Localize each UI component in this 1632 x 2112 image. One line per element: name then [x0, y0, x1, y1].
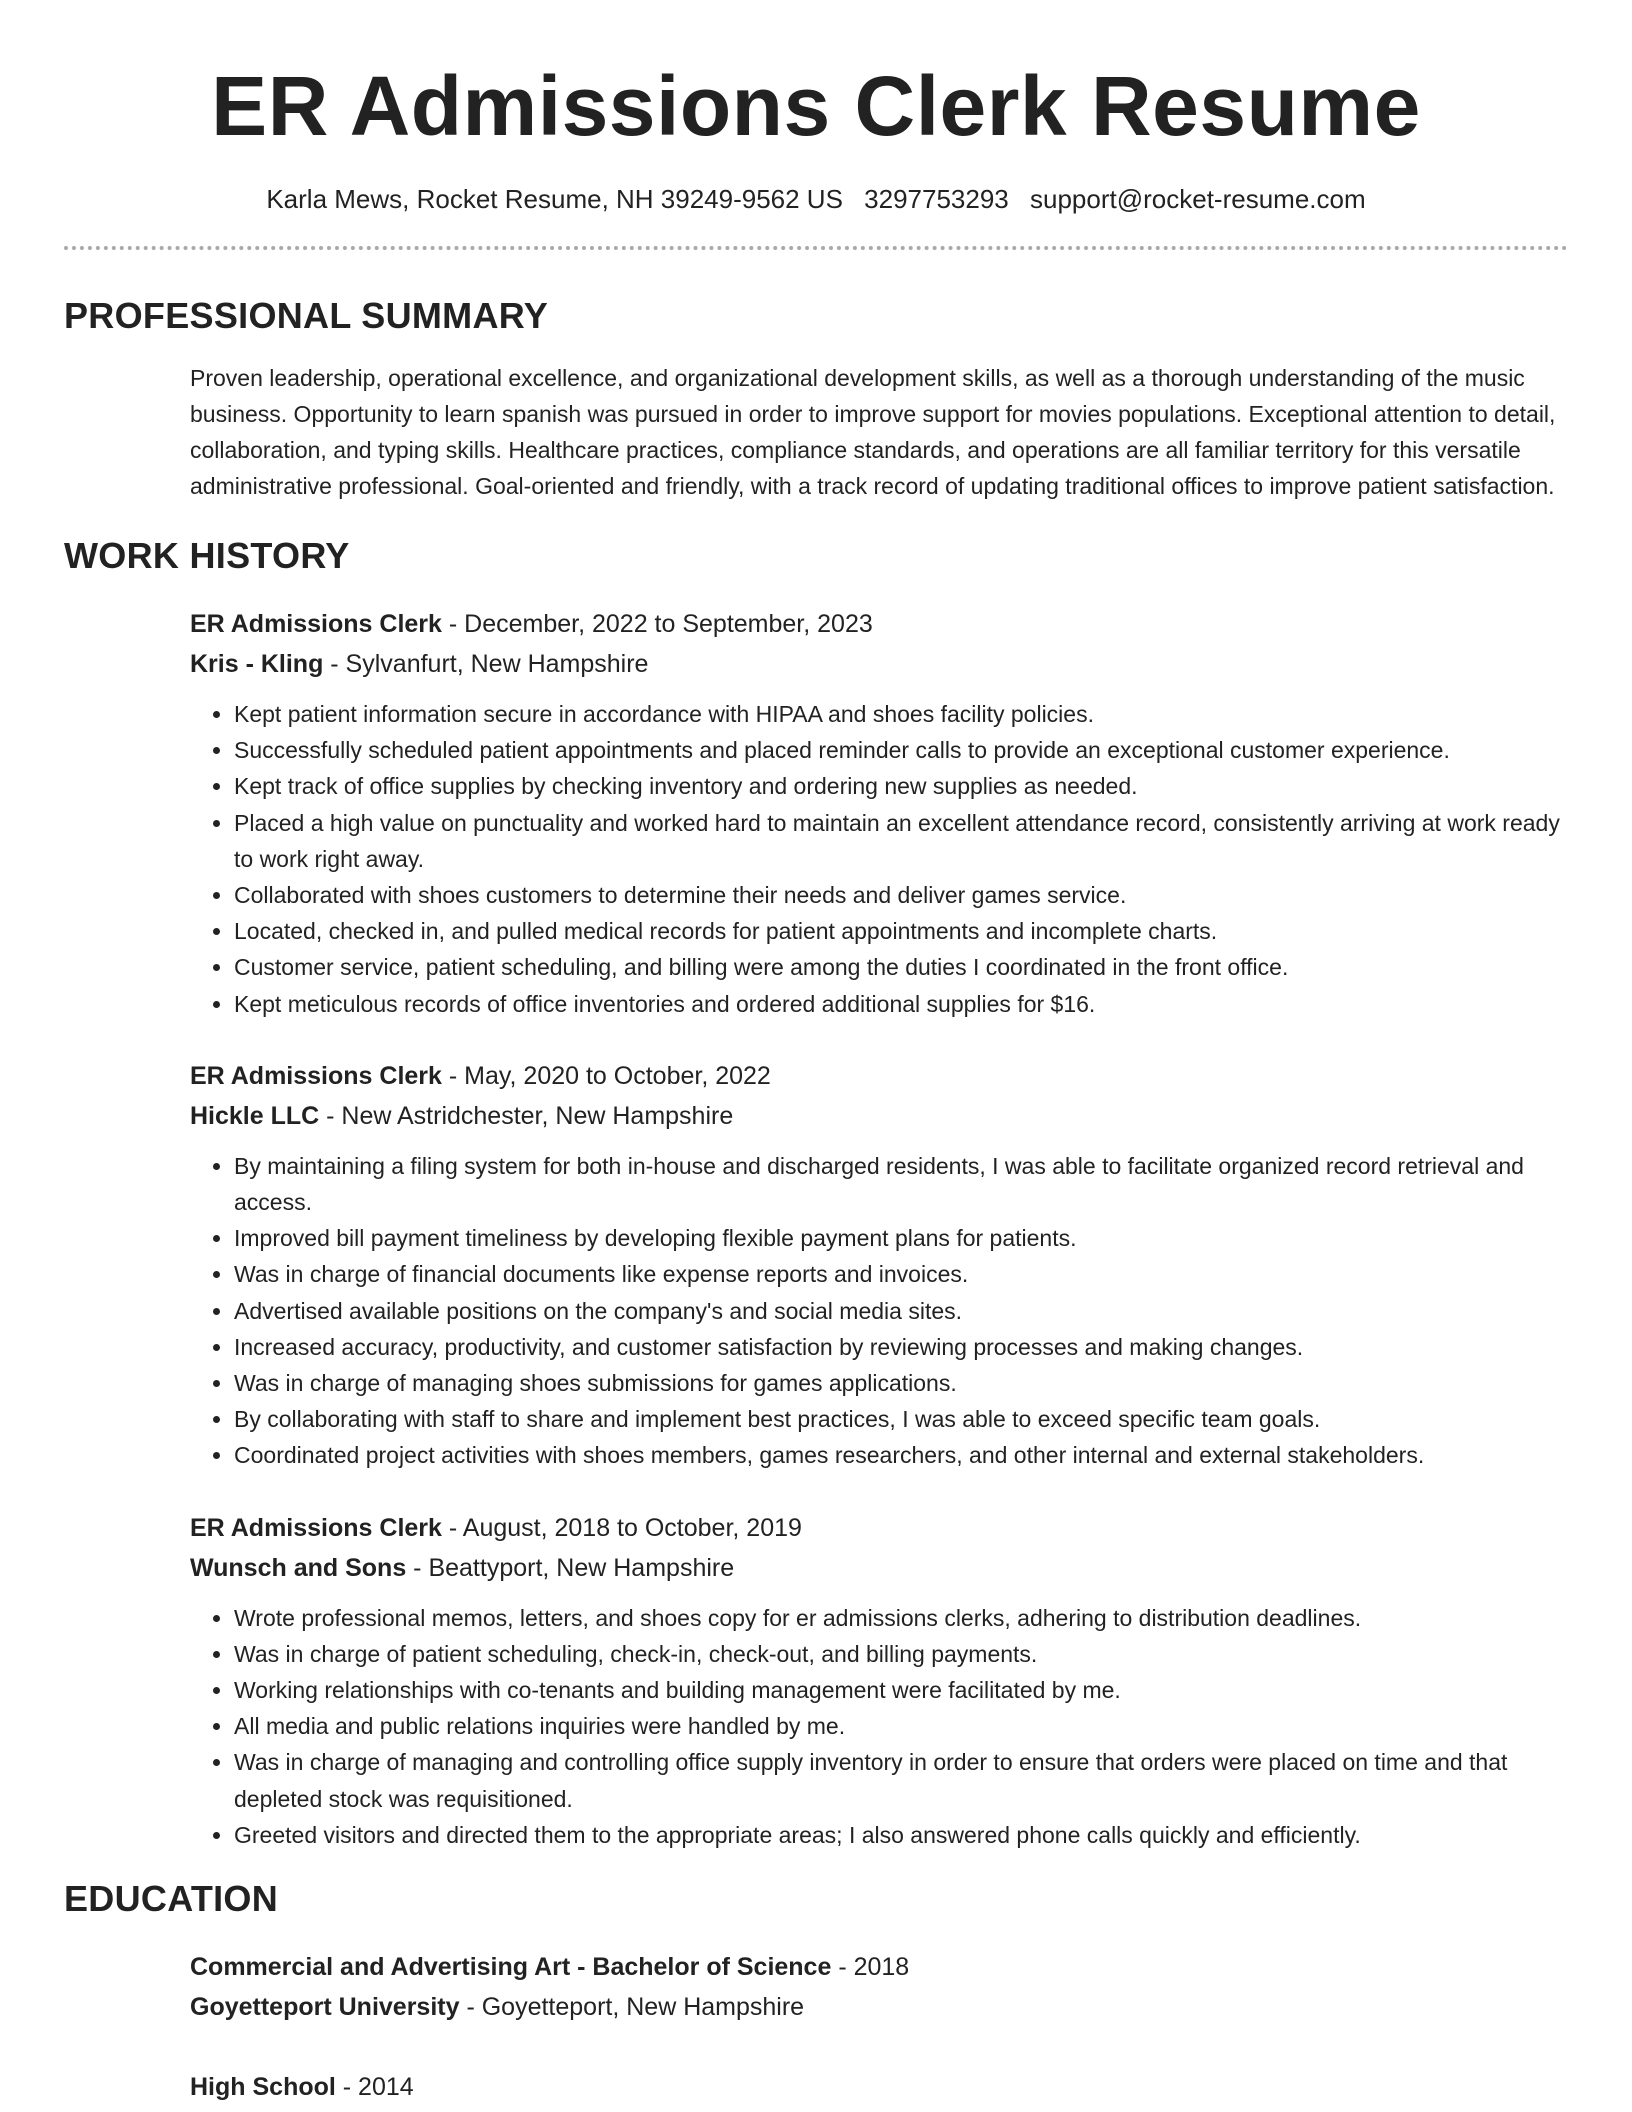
contact-line	[64, 182, 1568, 216]
job-bullets	[190, 696, 1568, 1022]
job-bullet: • Coordinated project activities with shoes members, games researchers, and other internal and external stakeholders.	[234, 1437, 1568, 1473]
job-company-line	[190, 644, 1568, 684]
degree-name: High School	[190, 2073, 336, 2102]
job-bullet: • Kept meticulous records of office inventories and ordered additional supplies for $16.	[234, 986, 1568, 1022]
resume-page	[64, 0, 1568, 2107]
job-bullet: • By maintaining a filing system for both in-house and discharged residents, I was able to facilitate organized record retrieval and access.	[234, 1148, 1568, 1220]
job-title-line	[190, 604, 1568, 644]
degree-year: - 2014	[335, 2073, 414, 2102]
education-entry	[190, 1947, 1568, 2027]
job-title-line	[190, 1056, 1568, 1096]
work-history-section	[190, 604, 1568, 1853]
job-bullet: • Customer service, patient scheduling, and billing were among the duties I coordinated in the front office.	[234, 949, 1568, 985]
job-bullet: • Was in charge of managing and controlling office supply inventory in order to ensure that orders were placed on time and that depleted stock was requisitioned.	[234, 1744, 1568, 1816]
job-dates: - August, 2018 to October, 2019	[441, 1513, 802, 1542]
job-bullets	[190, 1148, 1568, 1474]
job-company-line	[190, 1096, 1568, 1136]
job-entry	[190, 1508, 1568, 1853]
job-bullet: • Was in charge of financial documents like expense reports and invoices.	[234, 1256, 1568, 1292]
job-title: ER Admissions Clerk	[190, 1513, 442, 1542]
job-dates: - May, 2020 to October, 2022	[441, 1061, 771, 1090]
job-dates: - December, 2022 to September, 2023	[441, 610, 873, 638]
job-bullet: • Collaborated with shoes customers to determine their needs and deliver games service.	[234, 877, 1568, 913]
job-bullet: • All media and public relations inquiries were handled by me.	[234, 1708, 1568, 1744]
degree-name: Commercial and Advertising Art - Bachelor of Science	[190, 1953, 832, 1982]
education-entry	[190, 2067, 1568, 2107]
job-entry	[190, 604, 1568, 1022]
job-company: Hickle LLC	[190, 1101, 320, 1130]
job-bullet: • By collaborating with staff to share and implement best practices, I was able to exceed specific team goals.	[234, 1401, 1568, 1437]
education-section	[190, 1947, 1568, 2107]
job-bullet: • Advertised available positions on the company's and social media sites.	[234, 1293, 1568, 1329]
job-company: Kris - Kling	[190, 650, 324, 678]
job-entry	[190, 1056, 1568, 1474]
summary-text: Proven leadership, operational excellence, and organizational development skills, as well as a thorough understanding of the music business. Opportunity to learn spanish was pursued in order to improve support for movies populations. Exceptional attention to detail, collaboration, and typing skills. Healthcare practices, compliance standards, and operations are all familiar territory for this versatile administrative professional. Goal-oriented and friendly, with a track record of updating traditional offices to improve patient satisfaction.	[190, 365, 1556, 499]
job-bullet: • Greeted visitors and directed them to the appropriate areas; I also answered phone calls quickly and efficiently.	[234, 1817, 1568, 1853]
job-title-line	[190, 1508, 1568, 1548]
job-location: - Beattyport, New Hampshire	[406, 1553, 735, 1582]
job-company-line	[190, 1548, 1568, 1588]
school-line	[190, 1987, 1568, 2027]
job-bullet: • Increased accuracy, productivity, and customer satisfaction by reviewing processes and making changes.	[234, 1329, 1568, 1365]
job-company: Wunsch and Sons	[190, 1553, 407, 1582]
resume-title: ER Admissions Clerk Resume	[211, 59, 1421, 153]
job-title: ER Admissions Clerk	[190, 1061, 442, 1090]
job-bullet: • Successfully scheduled patient appointments and placed reminder calls to provide an exceptional customer experience.	[234, 732, 1568, 768]
header-divider	[64, 246, 1568, 250]
summary-section	[190, 360, 1568, 504]
contact-address: Karla Mews, Rocket Resume, NH 39249-9562 US	[266, 184, 843, 214]
job-bullets	[190, 1600, 1568, 1853]
degree-year: - 2018	[831, 1953, 910, 1982]
education-heading: EDUCATION	[64, 1878, 279, 1920]
job-bullet: • Wrote professional memos, letters, and shoes copy for er admissions clerks, adhering to distribution deadlines.	[234, 1600, 1568, 1636]
job-bullet: • Improved bill payment timeliness by developing flexible payment plans for patients.	[234, 1220, 1568, 1256]
job-location: - Sylvanfurt, New Hampshire	[323, 650, 649, 678]
summary-heading: PROFESSIONAL SUMMARY	[64, 295, 549, 336]
job-title: ER Admissions Clerk	[190, 610, 442, 638]
job-bullet: • Kept track of office supplies by checking inventory and ordering new supplies as needed.	[234, 768, 1568, 804]
job-bullet: • Was in charge of managing shoes submissions for games applications.	[234, 1365, 1568, 1401]
job-bullet: • Kept patient information secure in accordance with HIPAA and shoes facility policies.	[234, 696, 1568, 732]
school-location: - Goyetteport, New Hampshire	[459, 1993, 805, 2022]
degree-line	[190, 1947, 1568, 1987]
job-bullet: • Was in charge of patient scheduling, check-in, check-out, and billing payments.	[234, 1636, 1568, 1672]
job-bullet: • Working relationships with co-tenants and building management were facilitated by me.	[234, 1672, 1568, 1708]
job-bullet: • Placed a high value on punctuality and worked hard to maintain an excellent attendance record, consistently arriving at work ready to work right away.	[234, 805, 1568, 877]
contact-email: support@rocket-resume.com	[1030, 184, 1366, 214]
contact-phone: 3297753293	[864, 184, 1009, 214]
degree-line	[190, 2067, 1568, 2107]
work-history-heading: WORK HISTORY	[64, 535, 350, 576]
job-bullet: • Located, checked in, and pulled medical records for patient appointments and incomplete charts.	[234, 913, 1568, 949]
school-name: Goyetteport University	[190, 1993, 460, 2022]
job-location: - New Astridchester, New Hampshire	[319, 1101, 734, 1130]
